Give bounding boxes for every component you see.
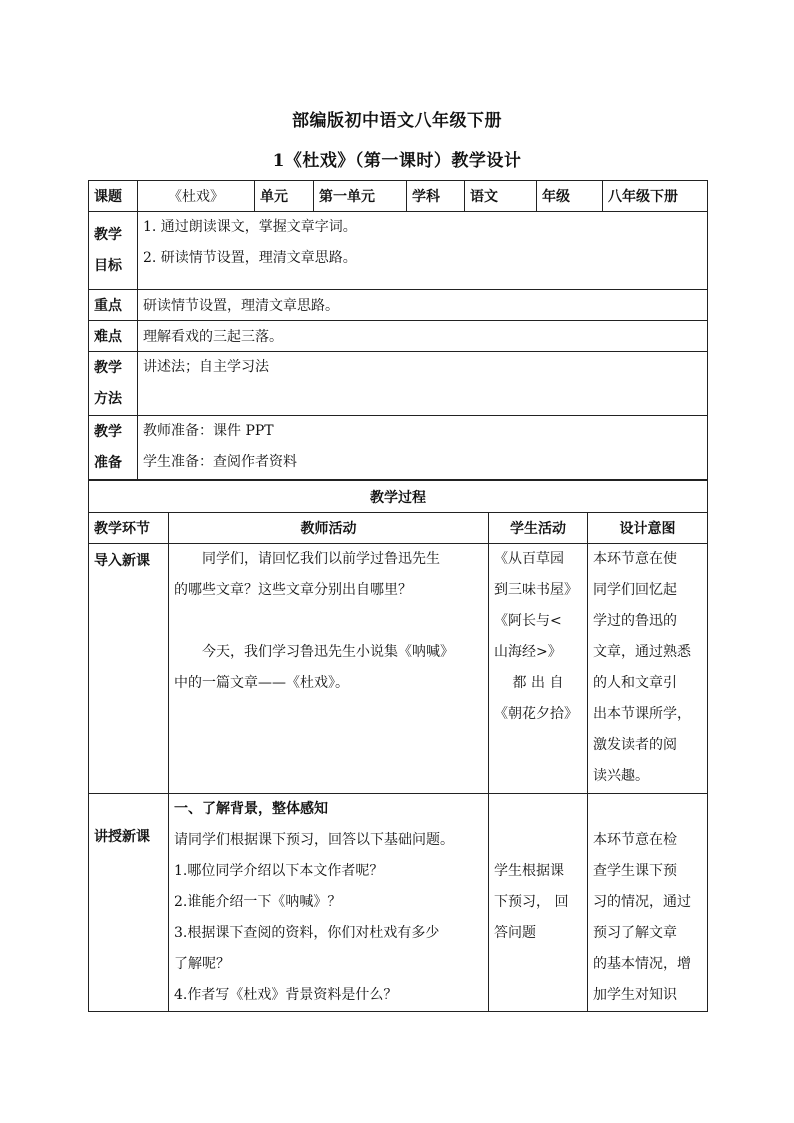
- teacher-line: 2.谁能介绍一下《呐喊》？: [174, 894, 342, 910]
- teacher-line: 了解呢？: [174, 956, 230, 972]
- prep-value: [138, 416, 708, 480]
- student-line: 《朝花夕拾》: [494, 706, 578, 722]
- intent-line: 激发读者的阅: [593, 737, 677, 753]
- prep-label: [89, 416, 138, 480]
- intent-line: 文章，通过熟悉: [593, 644, 691, 660]
- student-line: 山海经>》: [494, 644, 562, 660]
- student-line: 下预习， 回: [494, 894, 569, 910]
- method-text: 讲述法；自主学习法: [143, 359, 269, 375]
- grade-label: 年级: [537, 181, 603, 212]
- unit-value: 第一单元: [314, 181, 407, 212]
- intent-line: 习的情况，通过: [593, 894, 691, 910]
- teacher-activity-intro: [169, 544, 489, 794]
- stage-new-lesson: 讲授新课: [89, 794, 169, 1012]
- intent-line: 读兴趣。: [593, 768, 649, 784]
- unit-label: 单元: [255, 181, 314, 212]
- student-activity-new: [489, 794, 588, 1012]
- student-line: 都 出 自: [512, 675, 564, 691]
- intent-line: 的人和文章引: [593, 675, 677, 691]
- document-subtitle: 1《杜戏》（第一课时）教学设计: [272, 151, 522, 171]
- teacher-line: 的哪些文章？这些文章分别出自哪里？: [174, 582, 412, 598]
- document-title: 部编版初中语文八年级下册: [292, 111, 502, 131]
- teaching-process-table: [88, 480, 708, 1012]
- intent-line: 本环节意在使: [593, 551, 677, 567]
- teacher-line: 中的一篇文章——《杜戏》。: [174, 675, 349, 691]
- key-value: 研读情节设置，理清文章思路。: [138, 290, 708, 321]
- key-label: 重点: [89, 290, 138, 321]
- prep-student: 学生准备：查阅作者资料: [143, 454, 297, 470]
- subject-label: 学科: [407, 181, 465, 212]
- header-student: 学生活动: [489, 513, 588, 544]
- intent-intro: [588, 544, 708, 794]
- prep-label-line: 准备: [94, 454, 122, 471]
- stage-intro: 导入新课: [89, 544, 169, 794]
- goal-item: 2. 研读情节设置，理清文章思路。: [143, 250, 357, 266]
- teacher-line: 3.根据课下查阅的资料，你们对杜戏有多少: [174, 925, 440, 941]
- goals-value: [138, 212, 708, 290]
- header-stage: 教学环节: [89, 513, 169, 544]
- difficulty-value: 理解看戏的三起三落。: [138, 321, 708, 352]
- teacher-line: 4.作者写《杜戏》背景资料是什么？: [174, 987, 398, 1003]
- teacher-line: 请同学们根据课下预习，回答以下基础问题。: [174, 832, 454, 848]
- student-line: 学生根据课: [494, 863, 564, 879]
- course-label: 课题: [89, 181, 138, 212]
- goals-label: [89, 212, 138, 290]
- teacher-line: 同学们，请回忆我们以前学过鲁迅先生: [202, 551, 440, 567]
- student-line: 《阿长与<: [494, 613, 562, 629]
- teacher-line: 今天，我们学习鲁迅先生小说集《呐喊》: [202, 644, 454, 660]
- teacher-activity-new: [169, 794, 489, 1012]
- intent-line: 本环节意在检: [593, 832, 677, 848]
- intent-line: 查学生课下预: [593, 863, 677, 879]
- intent-line: 同学们回忆起: [593, 582, 677, 598]
- prep-label-line: 教学: [94, 423, 122, 440]
- lesson-info-table: [88, 180, 708, 480]
- student-line: 答问题: [494, 925, 536, 941]
- method-label: [89, 352, 138, 416]
- intent-line: 的基本情况，增: [593, 956, 691, 972]
- method-label-line: 方法: [94, 390, 122, 407]
- intent-line: 出本节课所学，: [593, 706, 691, 722]
- section-heading: 一、了解背景，整体感知: [174, 801, 328, 817]
- intent-line: 预习了解文章: [593, 925, 677, 941]
- intent-line: 加学生对知识: [593, 987, 677, 1003]
- header-teacher: 教师活动: [169, 513, 489, 544]
- process-title: 教学过程: [89, 481, 708, 513]
- prep-teacher: 教师准备：课件 PPT: [143, 423, 274, 439]
- method-label-line: 教学: [94, 359, 122, 376]
- goals-label-line: 目标: [94, 257, 122, 274]
- student-line: 《从百草园: [494, 551, 564, 567]
- difficulty-label: 难点: [89, 321, 138, 352]
- grade-value: 八年级下册: [603, 181, 708, 212]
- method-value: [138, 352, 708, 416]
- intent-line: 学过的鲁迅的: [593, 613, 677, 629]
- student-line: 到三味书屋》: [494, 582, 578, 598]
- teacher-line: 1.哪位同学介绍以下本文作者呢？: [174, 863, 384, 879]
- subject-value: 语文: [465, 181, 537, 212]
- student-activity-intro: [489, 544, 588, 794]
- header-intent: 设计意图: [588, 513, 708, 544]
- goals-label-line: 教学: [94, 226, 122, 243]
- course-value: 《杜戏》: [138, 181, 255, 212]
- goal-item: 1. 通过朗读课文，掌握文章字词。: [143, 219, 357, 235]
- intent-new: [588, 794, 708, 1012]
